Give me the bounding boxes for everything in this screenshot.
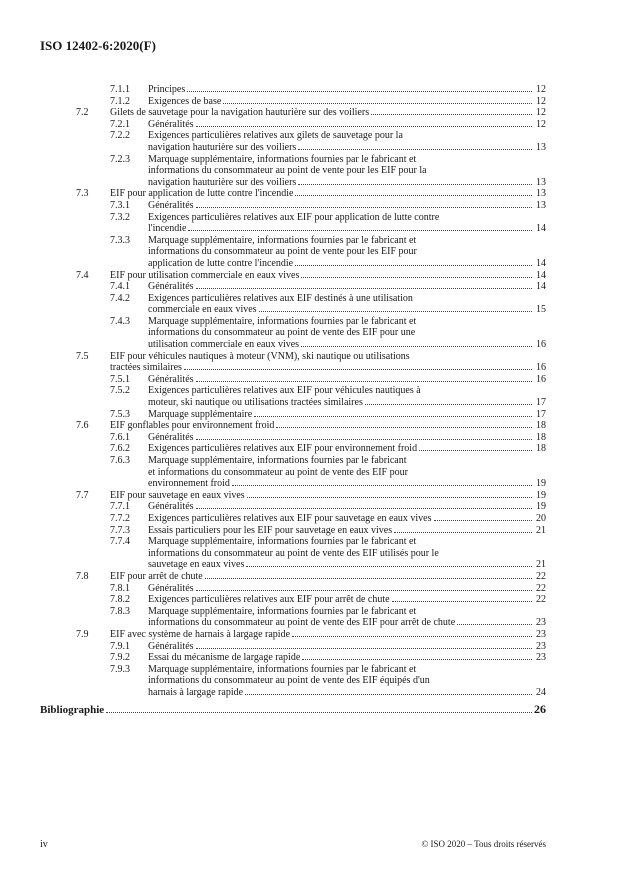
- dot-leader: [434, 520, 532, 521]
- toc-entry-title: EIF pour arrêt de chute: [110, 570, 203, 582]
- toc-entry-number: 7.5.2: [110, 385, 130, 397]
- toc-entry-title: Exigences particulières relatives aux EIF pour arrêt de chute: [148, 594, 390, 606]
- toc-entry-number: 7.6.2: [110, 443, 130, 455]
- toc-entry-title-line: informations du consommateur au point de vente pour les EIF pour la: [148, 165, 427, 177]
- toc-entry[interactable]: [76, 188, 546, 200]
- toc-entry-title: navigation hauturière sur des voiliers: [148, 141, 297, 153]
- toc-entry[interactable]: [76, 107, 546, 119]
- dot-leader: [205, 578, 532, 579]
- toc-entry-number: 7.2.2: [110, 130, 130, 142]
- dot-leader: [301, 277, 532, 278]
- toc-entry-number: 7.8: [76, 570, 89, 582]
- dot-leader: [196, 508, 532, 509]
- toc-entry-title: Généralités: [148, 640, 194, 652]
- toc-entry[interactable]: [76, 629, 546, 641]
- toc-entry-number: 7.2.3: [110, 153, 130, 165]
- toc-entry[interactable]: [110, 409, 546, 421]
- toc-entry-number: 7.5.3: [110, 408, 130, 420]
- toc-entry-title: Généralités: [148, 501, 194, 513]
- toc-page-number: 19: [536, 501, 546, 513]
- page-number: iv: [40, 839, 48, 850]
- table-of-contents: [40, 84, 546, 717]
- toc-entry-title: commerciale en eaux vives: [148, 304, 257, 316]
- dot-leader: [196, 207, 532, 208]
- toc-entry-title: application de lutte contre l'incendie: [148, 257, 294, 269]
- toc-entry-number: 7.7.4: [110, 536, 130, 548]
- toc-entry[interactable]: [110, 432, 546, 444]
- toc-entry-number: 7.8.2: [110, 594, 130, 606]
- toc-page-number: 23: [536, 652, 546, 664]
- toc-entry-title: environnement froid: [148, 478, 230, 490]
- toc-entry[interactable]: [110, 281, 546, 293]
- toc-page-number: 23: [536, 617, 546, 629]
- toc-entry-title: utilisation commerciale en eaux vives: [148, 339, 300, 351]
- toc-entry-title-line: Marquage supplémentaire, informations fournies par le fabricant et: [148, 536, 417, 548]
- toc-entry-title: EIF avec système de harnais à largage rapide: [110, 628, 291, 640]
- dot-leader: [298, 149, 532, 150]
- toc-entry-title-line: Marquage supplémentaire, informations fournies par le fabricant et: [148, 234, 417, 246]
- toc-entry[interactable]: [110, 154, 546, 189]
- dot-leader: [106, 712, 532, 713]
- toc-entry-title: Essai du mécanisme de largage rapide: [148, 652, 301, 664]
- toc-entry-title: tractées similaires: [110, 362, 182, 374]
- toc-entry[interactable]: [110, 316, 546, 351]
- toc-page-number: 17: [536, 408, 546, 420]
- toc-page-number: 12: [536, 118, 546, 130]
- toc-entry-number: 7.9.3: [110, 663, 130, 675]
- toc-entry-number: 7.3: [76, 188, 89, 200]
- toc-page-number: 13: [536, 176, 546, 188]
- toc-entry[interactable]: [76, 270, 546, 282]
- dot-leader: [188, 230, 532, 231]
- toc-entry[interactable]: [110, 664, 546, 699]
- toc-entry-title-line: Exigences particulières relatives aux EIF pour application de lutte contre: [148, 211, 440, 223]
- toc-page-number: 23: [536, 628, 546, 640]
- toc-entry-number: 7.9.2: [110, 652, 130, 664]
- dot-leader: [196, 648, 532, 649]
- dot-leader: [365, 404, 532, 405]
- toc-entry-title: Gilets de sauvetage pour la navigation hauturière sur des voiliers: [110, 107, 370, 119]
- toc-entry-title-line: Marquage supplémentaire, informations fournies par le fabricant et: [148, 663, 417, 675]
- toc-page-number: 14: [536, 223, 546, 235]
- toc-entry-number: 7.1.1: [110, 84, 130, 95]
- toc-entry-title-line: informations du consommateur au point de vente des EIF utilisés pour le: [148, 547, 439, 559]
- toc-entry-title: moteur, ski nautique ou utilisations tractées similaires: [148, 397, 363, 409]
- toc-page-number: 12: [536, 107, 546, 119]
- toc-entry[interactable]: [110, 96, 546, 108]
- toc-entry[interactable]: [110, 443, 546, 455]
- toc-entry-title-line: Exigences particulières relatives aux gilets de sauvetage pour la: [148, 130, 403, 142]
- toc-page-number: 18: [536, 443, 546, 455]
- dot-leader: [196, 126, 532, 127]
- toc-entry[interactable]: [110, 374, 546, 386]
- dot-leader: [259, 311, 532, 312]
- toc-page-number: 17: [536, 397, 546, 409]
- toc-entry-number: 7.3.2: [110, 211, 130, 223]
- dot-leader: [196, 439, 532, 440]
- toc-entry[interactable]: [110, 200, 546, 212]
- toc-page-number: 14: [536, 281, 546, 293]
- toc-entry-number: 7.9.1: [110, 640, 130, 652]
- dot-leader: [394, 532, 532, 533]
- toc-entry-title: EIF pour utilisation commerciale en eaux vives: [110, 269, 300, 281]
- toc-page-number: 13: [536, 141, 546, 153]
- toc-page-number: 26: [534, 702, 546, 717]
- toc-entry-number: 7.6.3: [110, 455, 130, 466]
- toc-page-number: 19: [536, 478, 546, 490]
- toc-entry-title-line: Exigences particulières relatives aux EIF pour véhicules nautiques à: [148, 385, 421, 397]
- dot-leader: [232, 485, 532, 486]
- toc-entry-number: 7.8.3: [110, 605, 130, 617]
- toc-entry-title-line: informations du consommateur au point de vente des EIF équipés d'un: [148, 675, 430, 687]
- toc-page-number: 12: [536, 84, 546, 95]
- toc-entry-number: 7.7.3: [110, 524, 130, 536]
- toc-entry[interactable]: [40, 704, 546, 717]
- dot-leader: [298, 184, 532, 185]
- toc-entry[interactable]: [110, 119, 546, 131]
- dot-leader: [196, 381, 532, 382]
- toc-entry[interactable]: [110, 385, 546, 408]
- toc-entry-title-line: Marquage supplémentaire, informations fournies par le fabricant: [148, 455, 407, 466]
- toc-entry-title: EIF gonflables pour environnement froid: [110, 420, 275, 432]
- toc-entry-title: harnais à largage rapide: [148, 686, 244, 698]
- toc-entry-title: sauvetage en eaux vives: [148, 559, 245, 571]
- toc-entry[interactable]: [110, 235, 546, 270]
- toc-entry-title: Généralités: [148, 281, 194, 293]
- toc-entry-title: informations du consommateur au point de vente des EIF pour arrêt de chute: [148, 617, 456, 629]
- toc-entry-title: Marquage supplémentaire: [148, 408, 253, 420]
- toc-entry-title: Généralités: [148, 582, 194, 594]
- toc-entry-number: 7.4.2: [110, 292, 130, 304]
- toc-page-number: 20: [536, 512, 546, 524]
- toc-page-number: 19: [536, 489, 546, 501]
- toc-entry-number: 7.7: [76, 489, 89, 501]
- toc-entry-title-line: Marquage supplémentaire, informations fournies par le fabricant et: [148, 153, 417, 165]
- toc-page-number: 22: [536, 582, 546, 594]
- toc-entry[interactable]: [110, 501, 546, 513]
- toc-entry-title-line: Marquage supplémentaire, informations fournies par le fabricant et: [148, 315, 417, 327]
- dot-leader: [292, 636, 532, 637]
- document-header: ISO 12402-6:2020(F): [40, 38, 156, 53]
- toc-entry-title: l'incendie: [148, 223, 187, 235]
- toc-entry[interactable]: [110, 536, 546, 571]
- toc-entry[interactable]: [76, 420, 546, 432]
- dot-leader: [247, 497, 532, 498]
- toc-entry-number: 7.7.1: [110, 501, 130, 513]
- dot-leader: [302, 659, 532, 660]
- toc-entry-title: EIF pour sauvetage en eaux vives: [110, 489, 245, 501]
- toc-entry-title: Généralités: [148, 373, 194, 385]
- toc-entry-title: EIF pour application de lutte contre l'incendie: [110, 188, 294, 200]
- dot-leader: [246, 566, 532, 567]
- toc-entry[interactable]: [110, 652, 546, 664]
- toc-entry-title: Généralités: [148, 118, 194, 130]
- toc-entry-number: 7.2.1: [110, 118, 130, 130]
- toc-page-number: 18: [536, 431, 546, 443]
- toc-page-number: 14: [536, 257, 546, 269]
- toc-entry-title: Principes: [148, 84, 186, 95]
- toc-page-number: 22: [536, 570, 546, 582]
- toc-entry-title-line: informations du consommateur au point de vente pour les EIF pour: [148, 246, 417, 258]
- toc-entry[interactable]: [76, 351, 546, 374]
- toc-entry-number: 7.5: [76, 350, 89, 362]
- toc-entry[interactable]: [110, 455, 546, 490]
- dot-leader: [457, 624, 532, 625]
- dot-leader: [276, 427, 532, 428]
- toc-page-number: 16: [536, 362, 546, 374]
- toc-page-number: 22: [536, 594, 546, 606]
- toc-entry-number: 7.3.1: [110, 199, 130, 211]
- toc-entry[interactable]: [110, 641, 546, 653]
- toc-page-number: 24: [536, 686, 546, 698]
- dot-leader: [223, 103, 532, 104]
- toc-entry-title-line: Marquage supplémentaire, informations fournies par le fabricant et: [148, 605, 417, 617]
- toc-entry-title: Exigences de base: [148, 95, 222, 107]
- toc-entry[interactable]: [110, 212, 546, 235]
- dot-leader: [184, 369, 532, 370]
- toc-entry-number: 7.4.3: [110, 315, 130, 327]
- toc-entry-title: Bibliographie: [40, 704, 105, 717]
- toc-entry-number: 7.2: [76, 107, 89, 119]
- toc-entry[interactable]: [110, 84, 546, 96]
- dot-leader: [301, 346, 532, 347]
- toc-entry-number: 7.6: [76, 420, 89, 432]
- copyright-notice: © ISO 2020 – Tous droits réservés: [421, 839, 546, 849]
- toc-entry-number: 7.7.2: [110, 512, 130, 524]
- dot-leader: [196, 590, 532, 591]
- toc-entry[interactable]: [76, 490, 546, 502]
- dot-leader: [254, 416, 532, 417]
- toc-page-number: 18: [536, 420, 546, 432]
- dot-leader: [196, 288, 532, 289]
- toc-page-number: 16: [536, 339, 546, 351]
- toc-page-number: 21: [536, 524, 546, 536]
- toc-entry-number: 7.8.1: [110, 582, 130, 594]
- toc-page-number: 15: [536, 304, 546, 316]
- toc-entry[interactable]: [110, 293, 546, 316]
- toc-entry-number: 7.4: [76, 269, 89, 281]
- toc-entry-title: Généralités: [148, 431, 194, 443]
- toc-entry-number: 7.9: [76, 628, 89, 640]
- toc-entry-title: Généralités: [148, 199, 194, 211]
- dot-leader: [187, 91, 532, 92]
- toc-page-number: 13: [536, 199, 546, 211]
- toc-entry-title-line: Exigences particulières relatives aux EIF destinés à une utilisation: [148, 292, 413, 304]
- toc-page-number: 23: [536, 640, 546, 652]
- toc-entry-title: navigation hauturière sur des voiliers: [148, 176, 297, 188]
- toc-page-number: 12: [536, 95, 546, 107]
- dot-leader: [419, 450, 532, 451]
- toc-entry-title: Exigences particulières relatives aux EIF pour environnement froid: [148, 443, 418, 455]
- toc-entry-number: 7.5.1: [110, 373, 130, 385]
- toc-page-number: 14: [536, 269, 546, 281]
- dot-leader: [295, 195, 532, 196]
- dot-leader: [392, 601, 532, 602]
- toc-entry-title: Essais particuliers pour les EIF pour sauvetage en eaux vives: [148, 524, 393, 536]
- toc-entry-title: Exigences particulières relatives aux EIF pour sauvetage en eaux vives: [148, 512, 432, 524]
- toc-entry-title-line: et informations du consommateur au point de vente des EIF pour: [148, 466, 408, 478]
- toc-entry[interactable]: [76, 571, 546, 583]
- toc-entry-number: 7.4.1: [110, 281, 130, 293]
- dot-leader: [295, 265, 532, 266]
- toc-entry[interactable]: [110, 583, 546, 595]
- toc-page-number: 13: [536, 188, 546, 200]
- toc-entry[interactable]: [110, 130, 546, 153]
- toc-entry[interactable]: [110, 525, 546, 537]
- toc-entry[interactable]: [110, 513, 546, 525]
- toc-entry-title-line: EIF pour véhicules nautiques à moteur (VNM), ski nautique ou utilisations: [110, 350, 410, 362]
- toc-entry-number: 7.1.2: [110, 95, 130, 107]
- toc-page-number: 21: [536, 559, 546, 571]
- toc-entry-title-line: informations du consommateur au point de vente des EIF pour une: [148, 327, 416, 339]
- dot-leader: [371, 114, 532, 115]
- dot-leader: [245, 694, 532, 695]
- toc-entry[interactable]: [110, 594, 546, 606]
- toc-entry-number: 7.6.1: [110, 431, 130, 443]
- toc-entry-number: 7.3.3: [110, 234, 130, 246]
- toc-entry[interactable]: [110, 606, 546, 629]
- toc-page-number: 16: [536, 373, 546, 385]
